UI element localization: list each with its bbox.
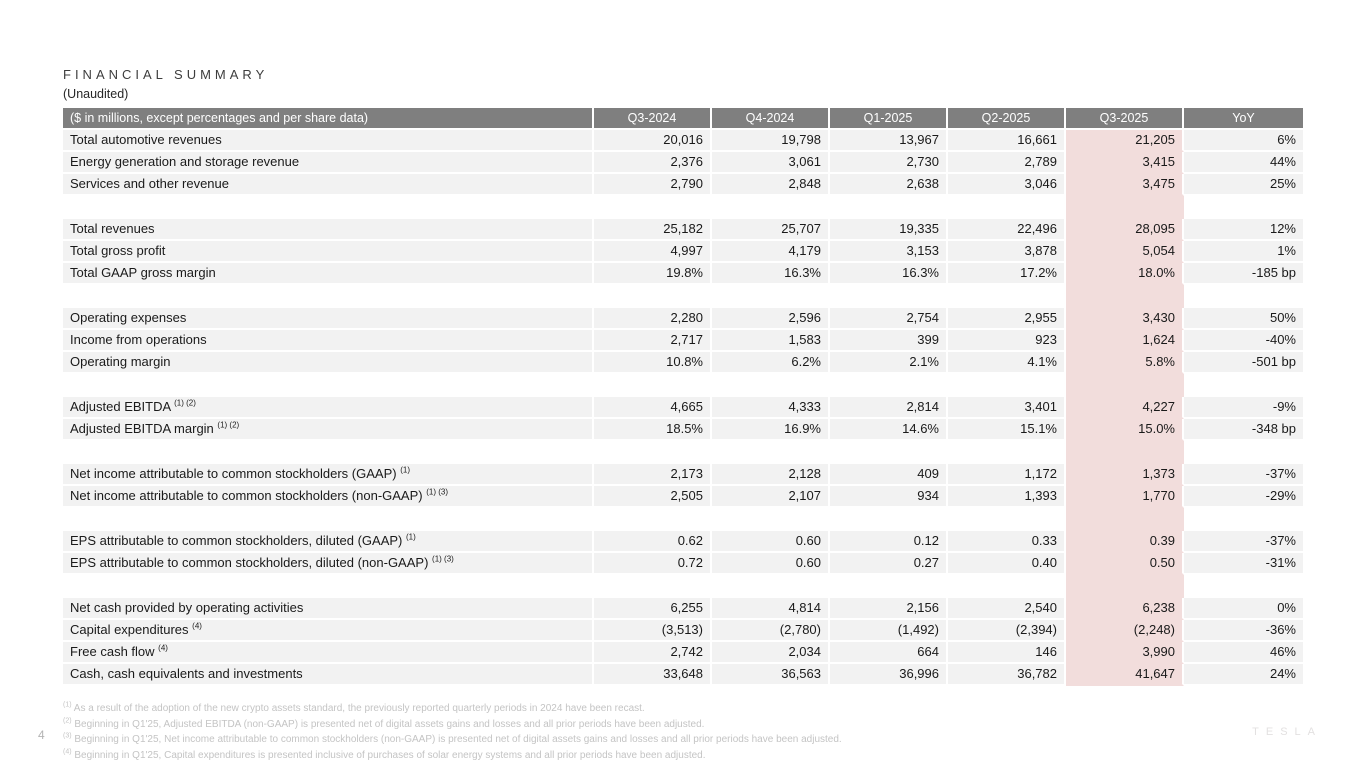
row-label-cell [63, 174, 594, 196]
table-row [63, 464, 1303, 486]
row-label-cell [63, 330, 594, 352]
cell-q3-2025: 3,430 [1066, 308, 1184, 330]
footnote-marker: (4) [192, 621, 202, 631]
cell-q1-2025: 13,967 [830, 130, 948, 152]
cell-yoy: 46% [1184, 642, 1303, 664]
row-label: Total revenues [70, 221, 155, 236]
cell-q3-2025: 28,095 [1066, 219, 1184, 241]
footnote-marker: (1) (3) [432, 554, 454, 564]
spacer-cell [1184, 285, 1303, 308]
footnote-marker: (1) (3) [426, 487, 449, 497]
page-number: 4 [38, 728, 45, 742]
cell-q3-2024: 2,173 [594, 464, 712, 486]
table-row [63, 152, 1303, 174]
cell-q4-2024: 4,333 [712, 397, 830, 419]
cell-yoy: -348 bp [1184, 419, 1303, 441]
row-label-cell [63, 130, 594, 152]
table-spacer-row [63, 196, 1303, 219]
footnote [63, 732, 842, 748]
table-row [63, 553, 1303, 575]
cell-q4-2024: 0.60 [712, 553, 830, 575]
table-row [63, 352, 1303, 374]
row-label-cell [63, 553, 594, 575]
cell-q4-2024: 36,563 [712, 664, 830, 686]
spacer-cell [830, 374, 948, 397]
cell-q3-2024: 18.5% [594, 419, 712, 441]
cell-q3-2024: 2,742 [594, 642, 712, 664]
table-row [63, 419, 1303, 441]
cell-q1-2025: 2.1% [830, 352, 948, 374]
cell-q4-2024: 2,596 [712, 308, 830, 330]
cell-q3-2024: 20,016 [594, 130, 712, 152]
footnote-text: Beginning in Q1'25, Net income attributable to common stockholders (non-GAAP) is presented net of digital assets gains and losses and all prior periods have been adjusted. [74, 734, 842, 746]
cell-q3-2025: 6,238 [1066, 598, 1184, 620]
row-label-cell [63, 263, 594, 285]
financial-table [63, 108, 1303, 686]
cell-yoy: -40% [1184, 330, 1303, 352]
spacer-cell [594, 285, 712, 308]
spacer-cell [712, 196, 830, 219]
cell-q4-2024: 25,707 [712, 219, 830, 241]
table-row [63, 241, 1303, 263]
cell-q2-2025: 3,878 [948, 241, 1066, 263]
cell-q3-2024: 33,648 [594, 664, 712, 686]
table-row [63, 397, 1303, 419]
header-cell-q4-2024: Q4-2024 [712, 108, 830, 130]
cell-q3-2024: 0.62 [594, 531, 712, 553]
footnote-marker: (1) [406, 532, 416, 542]
table-row [63, 486, 1303, 508]
spacer-cell [63, 285, 594, 308]
spacer-cell [712, 575, 830, 598]
spacer-cell [63, 575, 594, 598]
cell-q3-2025: 5.8% [1066, 352, 1184, 374]
cell-q4-2024: 2,034 [712, 642, 830, 664]
cell-q1-2025: 0.27 [830, 553, 948, 575]
row-label: Cash, cash equivalents and investments [70, 666, 303, 681]
cell-q4-2024: 3,061 [712, 152, 830, 174]
cell-q2-2025: 2,955 [948, 308, 1066, 330]
cell-q1-2025: 409 [830, 464, 948, 486]
row-label-cell [63, 241, 594, 263]
row-label-cell [63, 352, 594, 374]
cell-q2-2025: 4.1% [948, 352, 1066, 374]
cell-q4-2024: 4,814 [712, 598, 830, 620]
spacer-cell [948, 575, 1066, 598]
footnote [63, 717, 842, 733]
cell-q4-2024: 19,798 [712, 130, 830, 152]
row-label-cell [63, 531, 594, 553]
cell-q1-2025: 2,814 [830, 397, 948, 419]
cell-yoy: -185 bp [1184, 263, 1303, 285]
spacer-cell [1066, 508, 1184, 531]
cell-q2-2025: 16,661 [948, 130, 1066, 152]
spacer-cell [1184, 441, 1303, 464]
cell-yoy: -29% [1184, 486, 1303, 508]
row-label-cell [63, 464, 594, 486]
spacer-cell [1184, 196, 1303, 219]
cell-q1-2025: 2,156 [830, 598, 948, 620]
row-label-cell [63, 308, 594, 330]
spacer-cell [1184, 374, 1303, 397]
cell-q1-2025: 19,335 [830, 219, 948, 241]
cell-q3-2025: 3,475 [1066, 174, 1184, 196]
cell-q3-2024: 0.72 [594, 553, 712, 575]
cell-q2-2025: 3,046 [948, 174, 1066, 196]
cell-q3-2024: 25,182 [594, 219, 712, 241]
cell-q3-2025: 1,373 [1066, 464, 1184, 486]
spacer-cell [948, 441, 1066, 464]
cell-q3-2025: 5,054 [1066, 241, 1184, 263]
cell-q4-2024: 0.60 [712, 531, 830, 553]
tesla-logo: TESLA [1252, 726, 1322, 738]
cell-q3-2024: 6,255 [594, 598, 712, 620]
cell-q2-2025: (2,394) [948, 620, 1066, 642]
footnote-marker: (1) (2) [174, 398, 196, 408]
footnote-text: Beginning in Q1'25, Capital expenditures is presented inclusive of purchases of solar energy systems and all prior periods have been adjusted. [74, 750, 706, 762]
table-spacer-row [63, 374, 1303, 397]
table-spacer-row [63, 575, 1303, 598]
cell-q2-2025: 3,401 [948, 397, 1066, 419]
row-label-cell [63, 620, 594, 642]
page-title: FINANCIAL SUMMARY [63, 67, 269, 82]
table-row [63, 330, 1303, 352]
cell-q4-2024: 4,179 [712, 241, 830, 263]
cell-q3-2025: 3,990 [1066, 642, 1184, 664]
cell-q2-2025: 17.2% [948, 263, 1066, 285]
spacer-cell [63, 196, 594, 219]
cell-q2-2025: 146 [948, 642, 1066, 664]
spacer-cell [1066, 285, 1184, 308]
row-label: Free cash flow [70, 644, 155, 659]
cell-q2-2025: 2,789 [948, 152, 1066, 174]
cell-q3-2025: 0.39 [1066, 531, 1184, 553]
header-cell-q1-2025: Q1-2025 [830, 108, 948, 130]
cell-yoy: 0% [1184, 598, 1303, 620]
cell-q3-2024: 10.8% [594, 352, 712, 374]
cell-q1-2025: 3,153 [830, 241, 948, 263]
cell-q2-2025: 0.33 [948, 531, 1066, 553]
row-label: Net cash provided by operating activities [70, 600, 304, 615]
cell-q3-2024: (3,513) [594, 620, 712, 642]
row-label-cell [63, 486, 594, 508]
row-label-cell [63, 152, 594, 174]
header-cell-q2-2025: Q2-2025 [948, 108, 1066, 130]
table-spacer-row [63, 285, 1303, 308]
cell-yoy: -9% [1184, 397, 1303, 419]
cell-q3-2024: 2,505 [594, 486, 712, 508]
cell-q3-2024: 4,665 [594, 397, 712, 419]
row-label: Net income attributable to common stockholders (GAAP) [70, 466, 397, 481]
spacer-cell [63, 374, 594, 397]
cell-yoy: 6% [1184, 130, 1303, 152]
footnote-marker: (1) [400, 465, 410, 475]
cell-q3-2025: 21,205 [1066, 130, 1184, 152]
spacer-cell [830, 196, 948, 219]
cell-q2-2025: 1,393 [948, 486, 1066, 508]
spacer-cell [63, 508, 594, 531]
spacer-cell [63, 441, 594, 464]
row-label: Net income attributable to common stockholders (non-GAAP) [70, 488, 423, 503]
table-header-row [63, 108, 1303, 130]
header-cell-q3-2024: Q3-2024 [594, 108, 712, 130]
cell-yoy: 1% [1184, 241, 1303, 263]
spacer-cell [1066, 196, 1184, 219]
row-label: Operating margin [70, 354, 171, 369]
table-row [63, 664, 1303, 686]
spacer-cell [830, 285, 948, 308]
cell-q4-2024: (2,780) [712, 620, 830, 642]
cell-q4-2024: 16.9% [712, 419, 830, 441]
cell-q3-2025: 18.0% [1066, 263, 1184, 285]
spacer-cell [830, 441, 948, 464]
row-label: Total automotive revenues [70, 132, 222, 147]
spacer-cell [594, 441, 712, 464]
cell-q3-2025: 0.50 [1066, 553, 1184, 575]
spacer-cell [594, 196, 712, 219]
table-row [63, 598, 1303, 620]
table-spacer-row [63, 508, 1303, 531]
spacer-cell [948, 508, 1066, 531]
spacer-cell [712, 285, 830, 308]
cell-q3-2024: 2,280 [594, 308, 712, 330]
cell-q3-2024: 2,717 [594, 330, 712, 352]
row-label: Energy generation and storage revenue [70, 154, 300, 169]
row-label: EPS attributable to common stockholders, diluted (non-GAAP) [70, 555, 429, 570]
spacer-cell [1184, 508, 1303, 531]
row-label: Income from operations [70, 332, 207, 347]
cell-q1-2025: 2,754 [830, 308, 948, 330]
cell-q1-2025: 0.12 [830, 531, 948, 553]
spacer-cell [712, 508, 830, 531]
cell-q2-2025: 0.40 [948, 553, 1066, 575]
cell-q1-2025: 399 [830, 330, 948, 352]
cell-q4-2024: 1,583 [712, 330, 830, 352]
table-row [63, 174, 1303, 196]
cell-q1-2025: 934 [830, 486, 948, 508]
row-label: Operating expenses [70, 310, 187, 325]
row-label-cell [63, 664, 594, 686]
cell-q4-2024: 2,848 [712, 174, 830, 196]
table-body [63, 130, 1303, 686]
cell-q1-2025: 16.3% [830, 263, 948, 285]
cell-q4-2024: 6.2% [712, 352, 830, 374]
cell-yoy: 24% [1184, 664, 1303, 686]
table-row [63, 219, 1303, 241]
footnote-marker: (1) [63, 701, 72, 709]
cell-yoy: 50% [1184, 308, 1303, 330]
cell-yoy: -31% [1184, 553, 1303, 575]
cell-q3-2025: 15.0% [1066, 419, 1184, 441]
table-row [63, 620, 1303, 642]
footnote-marker: (4) [63, 748, 72, 756]
spacer-cell [712, 441, 830, 464]
row-label: Services and other revenue [70, 176, 229, 191]
cell-q2-2025: 923 [948, 330, 1066, 352]
spacer-cell [948, 374, 1066, 397]
footnote-text: As a result of the adoption of the new crypto assets standard, the previously reported quarterly periods in 2024 have been recast. [73, 703, 645, 714]
row-label-cell [63, 397, 594, 419]
cell-q2-2025: 36,782 [948, 664, 1066, 686]
footnote-text: Beginning in Q1'25, Adjusted EBITDA (non-GAAP) is presented net of digital assets gains and losses and all prior periods have been adjusted. [74, 718, 705, 730]
cell-yoy: -37% [1184, 531, 1303, 553]
cell-q3-2024: 19.8% [594, 263, 712, 285]
table-row [63, 642, 1303, 664]
cell-q3-2024: 2,790 [594, 174, 712, 196]
row-label-cell [63, 219, 594, 241]
cell-q1-2025: 36,996 [830, 664, 948, 686]
spacer-cell [1066, 374, 1184, 397]
cell-q3-2024: 4,997 [594, 241, 712, 263]
cell-q3-2025: 1,624 [1066, 330, 1184, 352]
cell-q3-2025: (2,248) [1066, 620, 1184, 642]
cell-q3-2025: 1,770 [1066, 486, 1184, 508]
footnote-marker: (4) [158, 643, 168, 653]
cell-q1-2025: 664 [830, 642, 948, 664]
cell-q3-2025: 41,647 [1066, 664, 1184, 686]
footnote [63, 701, 842, 717]
table-row [63, 130, 1303, 152]
cell-yoy: 12% [1184, 219, 1303, 241]
header-label-cell: ($ in millions, except percentages and per share data) [63, 108, 594, 130]
cell-q3-2025: 4,227 [1066, 397, 1184, 419]
header-cell-q3-2025: Q3-2025 [1066, 108, 1184, 130]
cell-yoy: -501 bp [1184, 352, 1303, 374]
cell-q2-2025: 1,172 [948, 464, 1066, 486]
cell-q2-2025: 15.1% [948, 419, 1066, 441]
header-cell-yoy: YoY [1184, 108, 1303, 130]
cell-yoy: -36% [1184, 620, 1303, 642]
spacer-cell [1066, 441, 1184, 464]
row-label: Capital expenditures [70, 622, 189, 637]
row-label: EPS attributable to common stockholders, diluted (GAAP) [70, 533, 403, 548]
row-label: Adjusted EBITDA [70, 399, 171, 414]
spacer-cell [948, 196, 1066, 219]
row-label-cell [63, 419, 594, 441]
table-row [63, 531, 1303, 553]
spacer-cell [830, 508, 948, 531]
cell-q4-2024: 2,128 [712, 464, 830, 486]
cell-yoy: 25% [1184, 174, 1303, 196]
spacer-cell [712, 374, 830, 397]
cell-q2-2025: 22,496 [948, 219, 1066, 241]
cell-q1-2025: (1,492) [830, 620, 948, 642]
footnote-marker: (1) (2) [217, 420, 240, 430]
spacer-cell [948, 285, 1066, 308]
cell-q2-2025: 2,540 [948, 598, 1066, 620]
row-label: Total gross profit [70, 243, 166, 258]
cell-q3-2024: 2,376 [594, 152, 712, 174]
spacer-cell [594, 374, 712, 397]
cell-q4-2024: 16.3% [712, 263, 830, 285]
row-label-cell [63, 642, 594, 664]
spacer-cell [594, 575, 712, 598]
cell-q1-2025: 2,638 [830, 174, 948, 196]
cell-q4-2024: 2,107 [712, 486, 830, 508]
spacer-cell [830, 575, 948, 598]
footnote [63, 748, 842, 764]
footnotes [63, 701, 842, 764]
footnote-marker: (2) [63, 717, 72, 725]
row-label: Adjusted EBITDA margin [70, 421, 214, 436]
table-row [63, 263, 1303, 285]
table-spacer-row [63, 441, 1303, 464]
row-label: Total GAAP gross margin [70, 265, 216, 280]
cell-q1-2025: 2,730 [830, 152, 948, 174]
cell-yoy: -37% [1184, 464, 1303, 486]
cell-yoy: 44% [1184, 152, 1303, 174]
row-label-cell [63, 598, 594, 620]
cell-q3-2025: 3,415 [1066, 152, 1184, 174]
spacer-cell [1184, 575, 1303, 598]
spacer-cell [594, 508, 712, 531]
cell-q1-2025: 14.6% [830, 419, 948, 441]
page-subtitle: (Unaudited) [63, 87, 129, 101]
spacer-cell [1066, 575, 1184, 598]
table-row [63, 308, 1303, 330]
footnote-marker: (3) [63, 733, 72, 741]
